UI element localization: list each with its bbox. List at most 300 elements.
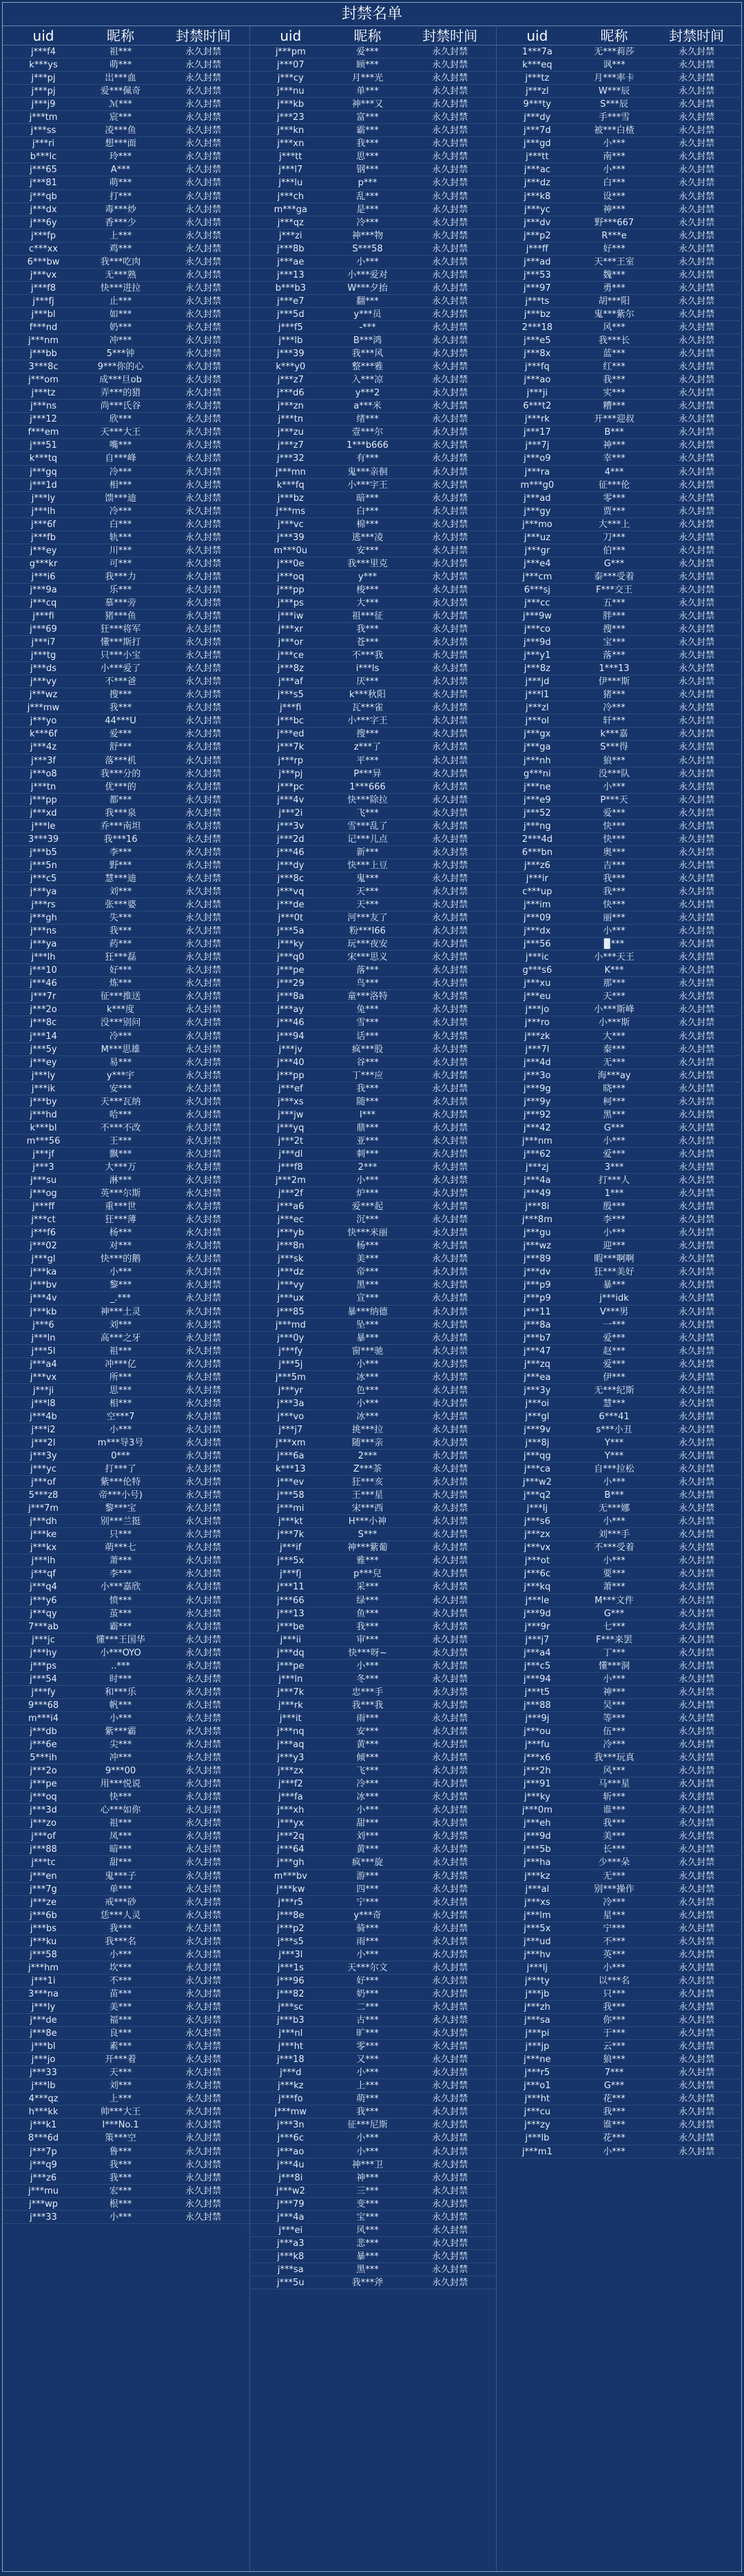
table-row (3, 1239, 249, 1253)
ban-time-cell: 永久封禁 (679, 1595, 715, 1606)
table-row (3, 701, 249, 714)
uid-cell: j***b7 (524, 1332, 551, 1343)
nickname-cell: z***了 (353, 742, 382, 753)
table-row (250, 1541, 496, 1554)
uid-cell: j***9w (522, 611, 552, 622)
nickname-cell: 冷*** (603, 703, 626, 714)
table-row (497, 990, 743, 1003)
ban-time-cell: 永久封禁 (432, 414, 468, 425)
ban-time-cell: 永久封禁 (185, 729, 221, 740)
nickname-cell: 毒***炒 (105, 204, 136, 215)
ban-time-cell: 永久封禁 (185, 952, 221, 963)
uid-cell: j***3l (278, 1949, 303, 1960)
ban-time-cell: 永久封禁 (432, 178, 468, 189)
nickname-cell: 神***紫葡 (347, 1543, 388, 1554)
ban-time-cell: 永久封禁 (679, 1582, 715, 1593)
nickname-cell: 44***U (105, 716, 136, 727)
uid-cell: k***fq (276, 480, 304, 491)
ban-time-cell: 永久封禁 (185, 1162, 221, 1173)
table-row (250, 610, 496, 623)
uid-cell: j***z7 (277, 440, 304, 451)
nickname-cell: p***兒 (353, 1569, 382, 1580)
table-row (497, 1647, 743, 1660)
uid-cell: j***4d (524, 1057, 551, 1068)
nickname-cell: B*** (604, 1490, 624, 1501)
ban-time-cell: 永久封禁 (679, 611, 715, 622)
uid-cell: j***vc (277, 519, 304, 530)
nickname-cell: 我***泉 (105, 807, 136, 818)
ban-time-cell: 永久封禁 (185, 663, 221, 674)
nickname-cell: 搜*** (356, 729, 379, 740)
table-row (3, 1423, 249, 1436)
uid-cell: j***zl (526, 703, 549, 714)
ban-time-cell: 永久封禁 (432, 440, 468, 451)
uid-cell: j***gq (30, 466, 57, 477)
uid-cell: j***13 (277, 269, 304, 280)
ban-time-cell: 永久封禁 (679, 1188, 715, 1199)
table-row (3, 308, 249, 321)
ban-time-cell: 永久封禁 (185, 1923, 221, 1934)
uid-cell: j***oi (525, 1398, 550, 1409)
uid-cell: j***58 (30, 1949, 57, 1960)
ban-time-cell: 永久封禁 (185, 2146, 221, 2157)
ban-time-cell: 永久封禁 (185, 217, 221, 228)
table-row (250, 767, 496, 781)
uid-cell: j***ec (277, 1215, 304, 1226)
nickname-cell: 五*** (603, 597, 626, 608)
ban-time-cell: 永久封禁 (679, 2107, 715, 2118)
nickname-cell: Z***茶 (353, 1464, 382, 1475)
table-row (250, 1843, 496, 1856)
ban-time-cell: 永久封禁 (432, 47, 468, 57)
table-row (3, 1187, 249, 1200)
nickname-cell: 欣*** (109, 414, 132, 425)
nickname-cell: 悲*** (356, 2238, 379, 2249)
ban-time-cell: 永久封禁 (679, 1385, 715, 1396)
ban-time-cell: 永久封禁 (185, 1687, 221, 1698)
table-row (3, 2053, 249, 2066)
ban-time-cell: 永久封禁 (185, 125, 221, 136)
nickname-cell: 不***爸 (105, 677, 136, 688)
nickname-cell: p*** (358, 178, 378, 189)
uid-cell: j***de (30, 2015, 57, 2026)
table-row (250, 387, 496, 400)
ban-time-cell: 永久封禁 (679, 1202, 715, 1213)
table-row (250, 2053, 496, 2066)
nickname-cell: 爱*** (603, 807, 626, 818)
uid-cell: j***db (30, 1727, 57, 1737)
nickname-cell: 手***雪 (598, 112, 630, 123)
table-row (3, 1030, 249, 1043)
table-row (250, 137, 496, 150)
uid-cell: j***eu (524, 991, 551, 1002)
table-row (3, 2040, 249, 2053)
table-row (250, 216, 496, 229)
table-row (3, 1791, 249, 1804)
table-row (250, 1489, 496, 1502)
ban-time-cell: 永久封禁 (185, 1727, 221, 1737)
ban-time-cell: 永久封禁 (679, 965, 715, 976)
ban-time-cell: 永久封禁 (679, 807, 715, 818)
uid-cell: j***gx (524, 729, 551, 740)
uid-cell: j***11 (524, 1306, 551, 1317)
nickname-cell: 童***洛特 (347, 991, 388, 1002)
nickname-cell: 晓*** (603, 1083, 626, 1094)
uid-cell: j***92 (524, 1109, 551, 1120)
header-nickname: 昵称 (107, 28, 134, 44)
table-row (3, 794, 249, 807)
table-row (497, 124, 743, 137)
ban-time-cell: 永久封禁 (185, 2041, 221, 2052)
uid-cell: j***0y (277, 1332, 304, 1343)
table-row (497, 1109, 743, 1122)
table-row (250, 518, 496, 531)
table-row (3, 1580, 249, 1594)
uid-cell: j***8e (277, 1910, 304, 1921)
ban-time-cell: 永久封禁 (679, 204, 715, 215)
uid-cell: j***zx (524, 1529, 550, 1541)
nickname-cell: 天*** (356, 900, 379, 911)
uid-cell: j***be (277, 1621, 304, 1632)
uid-cell: j***gd (524, 138, 551, 150)
ban-time-cell: 永久封禁 (432, 1254, 468, 1265)
table-row (497, 1279, 743, 1292)
ban-time-cell: 永久封禁 (679, 309, 715, 320)
table-row (250, 282, 496, 295)
nickname-cell: 大***上 (598, 519, 630, 530)
table-row (497, 2014, 743, 2027)
table-row (250, 1253, 496, 1266)
nickname-cell: S***得 (600, 742, 628, 753)
ban-time-cell: 永久封禁 (432, 847, 468, 858)
ban-time-cell: 永久封禁 (679, 1556, 715, 1567)
table-row (250, 2079, 496, 2092)
ban-time-cell: 永久封禁 (185, 230, 221, 241)
ban-time-cell: 永久封禁 (432, 1490, 468, 1501)
ban-time-cell: 永久封禁 (185, 362, 221, 373)
table-row (3, 1567, 249, 1580)
nickname-cell: 鬼*** (356, 873, 379, 884)
ban-time-cell: 永久封禁 (679, 2015, 715, 2026)
table-row (3, 1319, 249, 1332)
uid-cell: j***8a (277, 991, 304, 1002)
ban-time-cell: 永久封禁 (185, 1293, 221, 1304)
table-row (3, 2079, 249, 2092)
nickname-cell: 我***长 (598, 336, 630, 347)
uid-cell: j***ei (278, 2225, 303, 2236)
nickname-cell: 我*** (356, 1621, 379, 1632)
table-row (497, 885, 743, 898)
table-row (250, 1948, 496, 1961)
page-title: 封禁名单 (3, 3, 741, 26)
table-row (497, 1043, 743, 1056)
ban-time-cell: 永久封禁 (432, 204, 468, 215)
uid-cell: j***og (30, 1188, 57, 1199)
table-row (3, 1647, 249, 1660)
table-row (250, 1725, 496, 1738)
ban-time-cell: 永久封禁 (185, 1831, 221, 1842)
uid-cell: j***79 (277, 2198, 304, 2209)
nickname-cell: 我*** (109, 1923, 132, 1934)
ban-time-cell: 永久封禁 (432, 2185, 468, 2196)
ban-time-cell: 永久封禁 (185, 1503, 221, 1514)
nickname-cell: i***ls (355, 663, 380, 674)
uid-cell: j***5d (277, 309, 304, 320)
uid-cell: j***17 (524, 427, 551, 438)
nickname-cell: 宁*** (356, 1897, 379, 1908)
nickname-cell: 冷*** (356, 217, 379, 228)
nickname-cell: 李*** (109, 1569, 132, 1580)
ban-time-cell: 永久封禁 (679, 336, 715, 347)
table-row (3, 1109, 249, 1122)
ban-time-cell: 永久封禁 (185, 256, 221, 267)
table-row (250, 807, 496, 820)
table-row (250, 1817, 496, 1830)
table-row (497, 1634, 743, 1647)
uid-cell: j***lj (526, 1962, 548, 1973)
ban-time-cell: 永久封禁 (679, 558, 715, 569)
ban-time-cell: 永久封禁 (185, 1215, 221, 1226)
ban-time-cell: 永久封禁 (432, 1857, 468, 1868)
ban-time-cell: 永久封禁 (679, 1766, 715, 1777)
table-row (497, 466, 743, 479)
table-row (497, 203, 743, 216)
nickname-cell: 炉*** (356, 1188, 379, 1199)
nickname-cell: 倾*** (356, 1753, 379, 1764)
uid-cell: j***de (277, 900, 304, 911)
uid-cell: j***kw (276, 1884, 305, 1895)
nickname-cell: M***文件 (595, 1595, 634, 1606)
nickname-cell: 丁***应 (351, 1070, 384, 1081)
nickname-cell: 随*** (356, 1096, 379, 1107)
table-row (3, 452, 249, 465)
table-row (497, 977, 743, 990)
uid-cell: j***6b (30, 1910, 57, 1921)
uid-cell: j***fj (32, 296, 54, 307)
ban-time-cell: 永久封禁 (432, 965, 468, 976)
uid-cell: j***o9 (524, 453, 551, 464)
ban-time-cell: 永久封禁 (185, 1673, 221, 1684)
table-row (497, 1738, 743, 1751)
ban-time-cell: 永久封禁 (432, 1700, 468, 1711)
ban-time-cell: 永久封禁 (679, 47, 715, 57)
uid-cell: j***ps (277, 597, 304, 608)
table-row (250, 1239, 496, 1253)
nickname-cell: 设*** (603, 191, 626, 202)
nickname-cell: 冷*** (603, 1740, 626, 1751)
nickname-cell: 快***进拉 (100, 282, 141, 293)
table-row (250, 872, 496, 885)
uid-cell: j***cc (524, 597, 550, 608)
nickname-cell: 小*** (109, 2212, 132, 2223)
table-row (250, 2040, 496, 2053)
nickname-cell: 我***里克 (347, 558, 388, 569)
uid-cell: j***jb (525, 1988, 550, 1999)
uid-cell: j***wz (29, 690, 58, 701)
ban-time-cell: 永久封禁 (185, 1529, 221, 1541)
nickname-cell: 小*** (603, 165, 626, 176)
table-row (3, 1778, 249, 1791)
table-row (497, 2040, 743, 2053)
table-row (250, 1870, 496, 1883)
table-row (497, 1778, 743, 1791)
nickname-cell: 粉***I66 (349, 926, 386, 937)
table-row (497, 1436, 743, 1450)
table-row (250, 794, 496, 807)
ban-time-cell: 永久封禁 (185, 716, 221, 727)
uid-cell: j***cm (522, 571, 552, 582)
table-row (497, 1751, 743, 1764)
table-row (3, 951, 249, 964)
uid-cell: j***5u (277, 2277, 304, 2288)
nickname-cell: 亚*** (356, 1135, 379, 1146)
uid-cell: j***f6 (31, 1228, 56, 1239)
table-row (3, 728, 249, 741)
uid-cell: j***lh (31, 952, 56, 963)
uid-cell: j***3y (524, 1385, 551, 1396)
ban-time-cell: 永久封禁 (185, 1031, 221, 1042)
table-row (250, 1148, 496, 1161)
ban-time-cell: 永久封禁 (679, 1910, 715, 1921)
nickname-cell: 神***卫 (351, 2159, 384, 2170)
uid-cell: j***ou (524, 1727, 551, 1737)
uid-cell: j***10 (30, 965, 57, 976)
nickname-cell: 上*** (109, 2094, 132, 2105)
table-row (497, 1423, 743, 1436)
nickname-cell: 窗***驰 (351, 1346, 384, 1357)
ban-time-cell: 永久封禁 (185, 336, 221, 347)
uid-cell: j***5x (524, 1923, 551, 1934)
uid-cell: j***8a (524, 1319, 551, 1330)
uid-cell: j***zx (278, 1766, 304, 1777)
nickname-cell: 萧*** (603, 1582, 626, 1593)
nickname-cell: 炼*** (109, 978, 132, 989)
ban-time-cell: 永久封禁 (432, 1031, 468, 1042)
ban-time-cell: 永久封禁 (432, 1962, 468, 1973)
ban-time-cell: 永久封禁 (432, 165, 468, 176)
uid-cell: j***k8 (524, 191, 551, 202)
ban-time-cell: 永久封禁 (432, 571, 468, 582)
uid-cell: j***5m (275, 1372, 306, 1383)
table-row (3, 1686, 249, 1699)
uid-cell: j***yb (277, 1228, 304, 1239)
uid-cell: j***rp (278, 755, 304, 766)
table-row (497, 1174, 743, 1187)
ban-time-cell: 永久封禁 (185, 112, 221, 123)
nickname-cell: 快***呀~ (348, 1647, 387, 1658)
uid-cell: j***pi (525, 2028, 550, 2039)
uid-cell: 2***18 (521, 322, 552, 333)
ban-time-cell: 永久封禁 (679, 755, 715, 766)
uid-cell: j***y6 (30, 1595, 57, 1606)
uid-cell: j***23 (277, 112, 304, 123)
ban-time-cell: 永久封禁 (432, 73, 468, 84)
table-row (3, 518, 249, 531)
uid-cell: j***4a (524, 1175, 551, 1186)
table-row (3, 636, 249, 649)
uid-cell: j***p9 (524, 1293, 551, 1304)
table-row (497, 505, 743, 518)
uid-cell: j***46 (277, 847, 304, 858)
nickname-cell: 我*** (356, 2107, 379, 2118)
uid-cell: j***8z (524, 663, 550, 674)
nickname-cell: 祖*** (109, 47, 132, 57)
ban-time-cell: 永久封禁 (185, 611, 221, 622)
uid-cell: j***sa (277, 2264, 304, 2275)
header-nickname: 昵称 (353, 28, 382, 44)
ban-time-cell: 永久封禁 (679, 1018, 715, 1029)
nickname-cell: 没***队 (598, 768, 630, 779)
table-row (497, 951, 743, 964)
uid-cell: j***bl (31, 309, 56, 320)
uid-cell: j***ux (277, 1293, 304, 1304)
ban-time-cell: 永久封禁 (679, 1621, 715, 1632)
table-row (497, 1371, 743, 1384)
ban-time-cell: 永久封禁 (679, 2068, 715, 2079)
uid-cell: j***ly (31, 2001, 56, 2012)
nickname-cell: 止*** (109, 296, 132, 307)
uid-cell: j***b3 (277, 2015, 304, 2026)
ban-time-cell: 永久封禁 (185, 1372, 221, 1383)
uid-cell: 9***ty (523, 99, 552, 110)
nickname-cell: 宁*** (603, 1923, 626, 1934)
nickname-cell: 鼎*** (356, 1122, 379, 1133)
ban-time-cell: 永久封禁 (185, 637, 221, 648)
ban-time-cell: 永久封禁 (185, 2028, 221, 2039)
nickname-cell: 风*** (603, 1766, 626, 1777)
uid-cell: j***fa (278, 1792, 303, 1803)
table-row (497, 1148, 743, 1161)
table-row (3, 662, 249, 675)
nickname-cell: 我***风 (351, 349, 384, 360)
uid-cell: j***7k (277, 1687, 304, 1698)
table-row (497, 610, 743, 623)
uid-cell: j***ic (525, 952, 549, 963)
ban-time-cell: 永久封禁 (185, 1700, 221, 1711)
ban-time-cell: 永久封禁 (679, 1792, 715, 1803)
table-row (497, 794, 743, 807)
table-row (3, 1016, 249, 1029)
uid-cell: j***9j (525, 1713, 550, 1724)
nickname-cell: 冲***亿 (105, 1359, 136, 1370)
nickname-cell: 坎*** (109, 1962, 132, 1973)
nickname-cell: 小*** (603, 2146, 626, 2157)
uid-cell: j***9g (524, 1083, 551, 1094)
table-row (250, 2119, 496, 2132)
nickname-cell: 采*** (356, 1582, 379, 1593)
ban-time-cell: 永久封禁 (185, 401, 221, 412)
table-row (497, 256, 743, 269)
uid-cell: j***sa (524, 2015, 550, 2026)
uid-cell: j***w2 (276, 2185, 305, 2196)
ban-time-cell: 永久封禁 (185, 1949, 221, 1960)
ban-time-cell: 永久封禁 (185, 1346, 221, 1357)
uid-cell: j***q9 (30, 2159, 57, 2170)
table-row (250, 925, 496, 938)
nickname-cell: 小*** (603, 1228, 626, 1239)
nickname-cell: 宋***西 (351, 1503, 384, 1514)
uid-cell: j***gr (524, 545, 550, 556)
table-row (3, 269, 249, 282)
nickname-cell: 帆*** (109, 1700, 132, 1711)
ban-time-cell: 永久封禁 (432, 597, 468, 608)
table-row (497, 1856, 743, 1869)
ban-time-cell: 永久封禁 (679, 650, 715, 661)
uid-cell: j***2d (277, 834, 304, 845)
uid-cell: 5***ih (30, 1753, 57, 1764)
table-row (3, 964, 249, 977)
uid-cell: j***5n (30, 860, 57, 871)
